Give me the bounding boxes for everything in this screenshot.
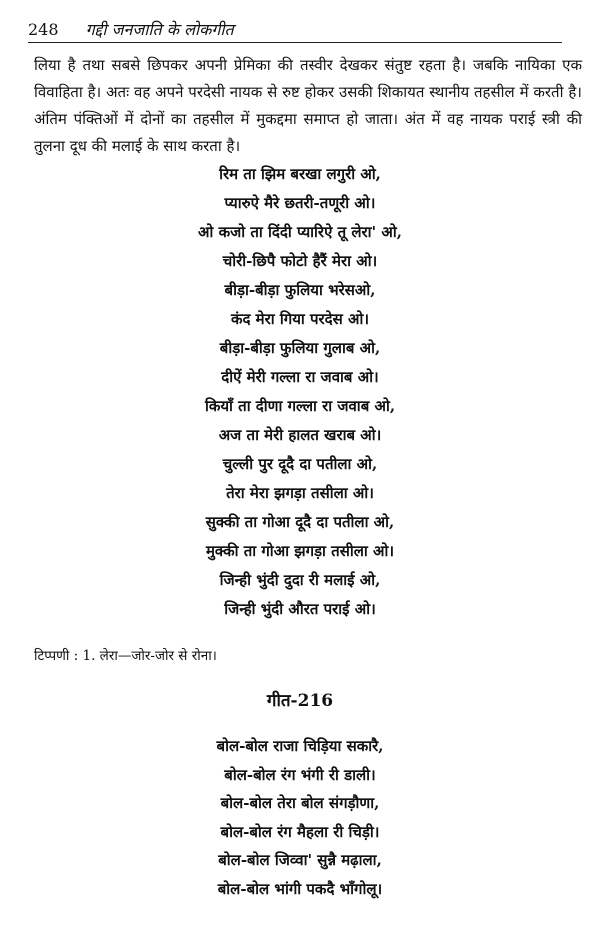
verse-line: बीड़ा-बीड़ा फुलिया भरेसओ,: [224, 281, 376, 299]
verse-line: बोल-बोल रंग मैहला री चिड़ी।: [220, 822, 380, 841]
verse-line: जिन्ही भुंदी औरत पराई ओ।: [224, 600, 376, 618]
song-title: गीत-216: [266, 691, 334, 711]
page-header: [28, 18, 572, 40]
intro-paragraph: लिया है तथा सबसे छिपकर अपनी प्रेमिका की तस्वीर देखकर संतुष्ट रहता है। जबकि नायिका एक विवाहिता है। अतः वह अपने परदेसी नायक से रुष्ट होकर उसकी शिकायत स्थानीय तहसील में करती है। अंतिम पंक्तिओं में दोनों का तहसील में मुकद्दमा समाप्त हो जाता। अंत में वह नायक पराई स्त्री की तुलना दूध की मलाई के साथ करता है।: [34, 56, 582, 155]
verse-line: मुक्की ता गोआ झगड़ा तसीला ओ।: [205, 542, 395, 560]
running-title: गद्दी जनजाति के लोकगीत: [85, 20, 234, 39]
verse-line: कियाँ ता दीणा गल्ला रा जवाब ओ,: [204, 397, 396, 415]
page-number: 248: [28, 20, 59, 39]
footnote: टिप्पणी : 1. लेरा—जोर-जोर से रोना।: [34, 648, 217, 664]
verse-line: रिम ता झिम बरखा लगुरी ओ,: [219, 165, 381, 183]
verse-line: कंद मेरा गिया परदेस ओ।: [230, 310, 370, 328]
verse-line: बोल-बोल भांगी पकदै भाँगोलू।: [217, 879, 383, 898]
verse-line: ओ कजो ता दिंदी प्यारिऐ तू लेरा' ओ,: [198, 223, 402, 241]
verse-line: तेरा मेरा झगड़ा तसीला ओ।: [226, 484, 374, 502]
verse-line: बोल-बोल जिव्वा' सुन्नै मढ़ाला,: [218, 851, 382, 869]
header-rule: [28, 42, 562, 43]
verse-line: दीऐं मेरी गल्ला रा जवाब ओ।: [221, 368, 379, 386]
verse-line: प्यारुऐ मैरे छतरी-तणूरी ओ।: [224, 194, 376, 212]
song-215-verses: [0, 160, 600, 624]
verse-line: चोरी-छिपै फोटो हैरैं मेरा ओ।: [222, 252, 378, 270]
verse-line: अज ता मेरी हालत खराब ओ।: [218, 426, 382, 444]
verse-line: जिन्ही भुंदी दुदा री मलाई ओ,: [219, 571, 381, 589]
verse-line: सुक्की ता गोआ दूदै दा पतीला ओ,: [205, 513, 395, 531]
verse-line: चुल्ली पुर दूदै दा पतीला ओ,: [222, 455, 378, 473]
verse-line: बोल-बोल तेरा बोल संगड़ौणा,: [220, 794, 380, 812]
verse-line: बोल-बोल राजा चिड़िया सकारै,: [216, 737, 384, 755]
song-216-verses: [0, 732, 600, 903]
verse-line: बीड़ा-बीड़ा फुलिया गुलाब ओ,: [219, 339, 381, 357]
verse-line: बोल-बोल रंग भंगी री डाली।: [224, 765, 376, 784]
